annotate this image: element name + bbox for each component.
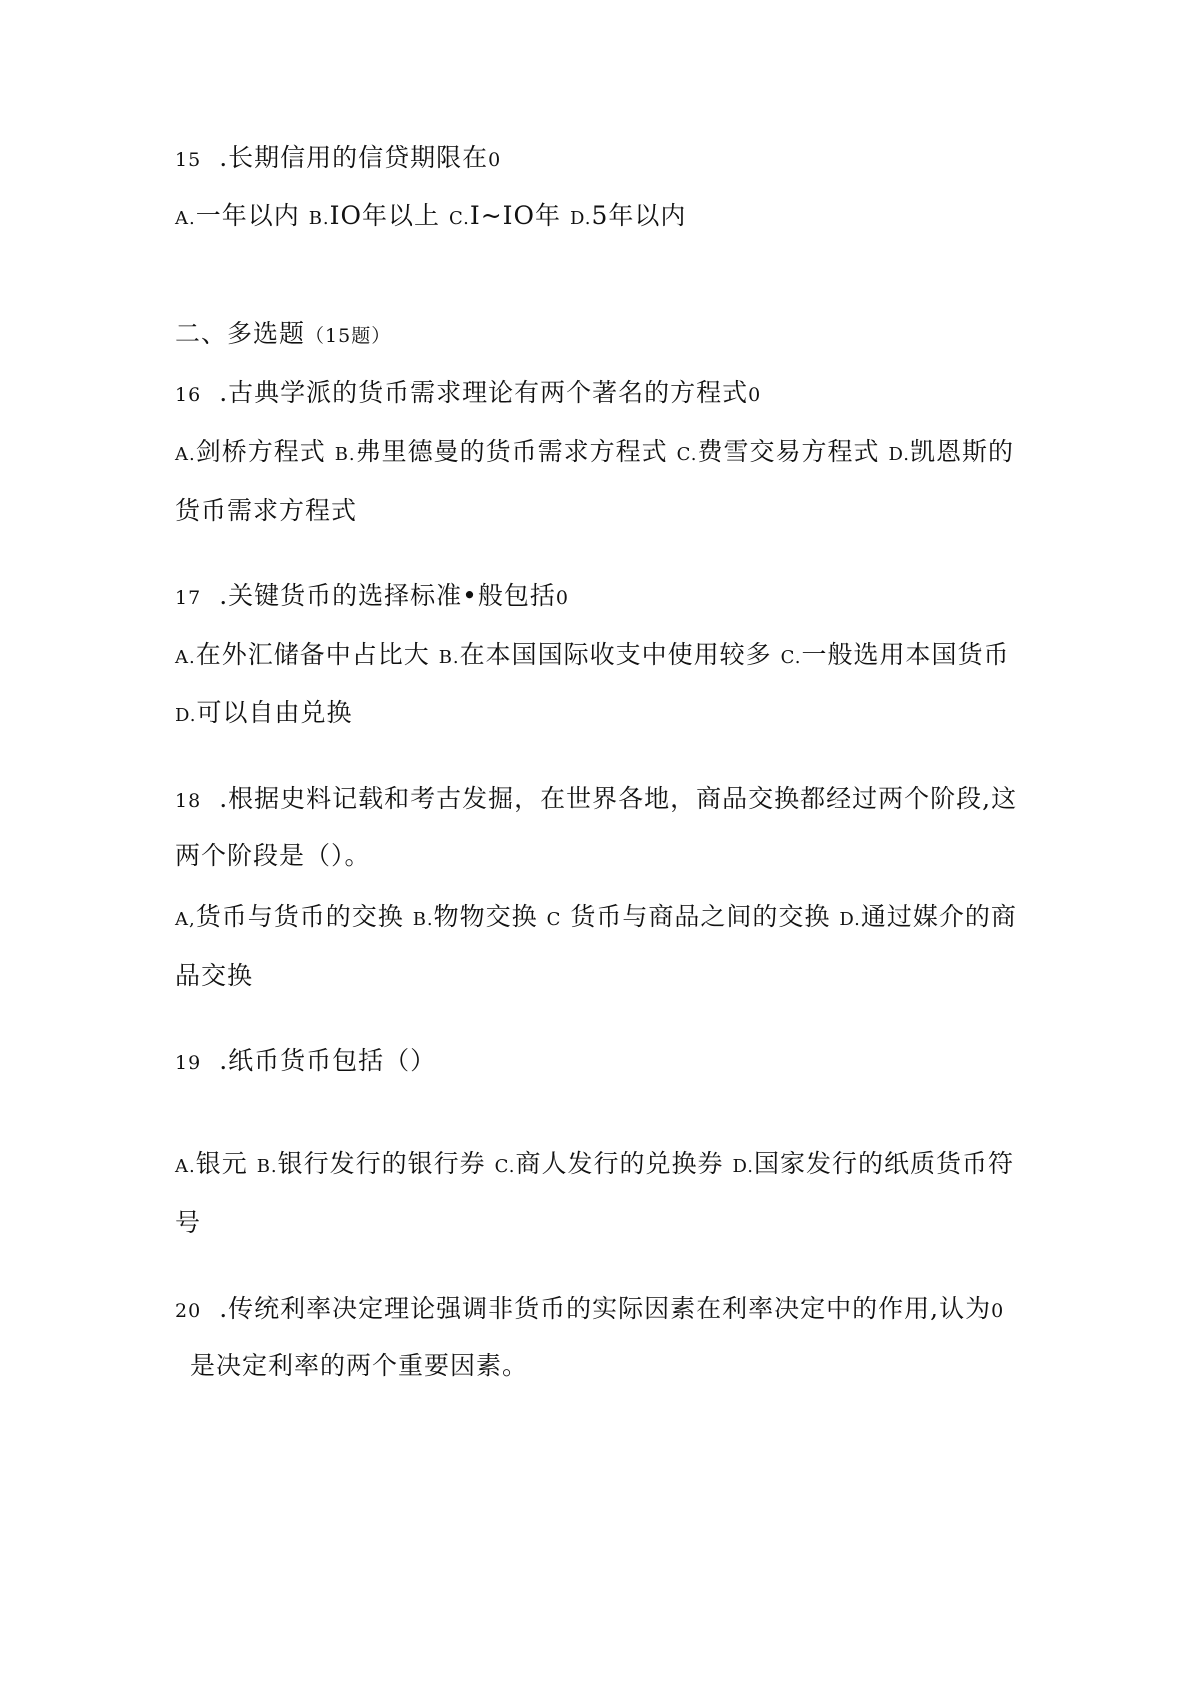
question-16-options-cont: 货币需求方程式 xyxy=(175,496,358,525)
question-16-stem xyxy=(175,377,761,411)
question-18-stem-cont: 两个阶段是（）。 xyxy=(175,841,371,870)
option-a-key: A. xyxy=(175,208,196,229)
option-a: 一年以内 xyxy=(195,201,300,230)
question-17-options xyxy=(175,639,1010,674)
question-18-options xyxy=(175,901,1017,936)
option-a-key: A. xyxy=(175,1156,196,1177)
option-b: 物物交换 xyxy=(433,902,538,931)
question-text: .传统利率决定理论强调非货币的实际因素在利率决定中的作用,认为 xyxy=(219,1294,992,1323)
question-number: 19 xyxy=(175,1052,202,1074)
question-17-stem xyxy=(175,580,569,614)
question-19-options-cont: 号 xyxy=(175,1208,202,1237)
option-a: 货币与货币的交换 xyxy=(195,902,404,931)
question-16-options xyxy=(175,436,1014,471)
question-19-options xyxy=(175,1148,1014,1183)
option-d-key: D. xyxy=(732,1156,754,1177)
question-20-stem-cont: 是决定利率的两个重要因素。 xyxy=(190,1351,529,1380)
answer-blank: 0 xyxy=(555,587,569,609)
question-text: .纸币货币包括（） xyxy=(219,1046,437,1075)
question-17-options-cont xyxy=(175,697,353,732)
section-title: 二、多选题 xyxy=(175,319,306,348)
option-c: 一般选用本国货币 xyxy=(801,640,1010,669)
option-a: 银元 xyxy=(195,1149,248,1178)
option-b-key: B. xyxy=(256,1156,278,1177)
question-number: 16 xyxy=(175,384,202,406)
option-d: 5年以内 xyxy=(591,201,687,230)
answer-blank: 0 xyxy=(488,149,502,171)
option-c: 费雪交易方程式 xyxy=(697,437,880,466)
question-number: 20 xyxy=(175,1300,202,1322)
option-a-key: A. xyxy=(175,444,196,465)
question-text: .古典学派的货币需求理论有两个著名的方程式 xyxy=(219,378,749,407)
answer-blank: 0 xyxy=(991,1300,1005,1322)
option-b-key: B. xyxy=(412,909,434,930)
option-c: I~IO年 xyxy=(469,201,562,230)
option-a-key: A. xyxy=(175,647,196,668)
answer-blank: 0 xyxy=(748,384,762,406)
option-a: 剑桥方程式 xyxy=(195,437,326,466)
question-number: 15 xyxy=(175,149,202,171)
option-b: 弗里德曼的货币需求方程式 xyxy=(355,437,668,466)
option-d: 国家发行的纸质货币符 xyxy=(753,1149,1014,1178)
option-d-key: D. xyxy=(888,444,910,465)
option-d-key: D. xyxy=(570,208,592,229)
option-b: 银行发行的银行券 xyxy=(277,1149,486,1178)
option-c-key: C. xyxy=(494,1156,516,1177)
question-number: 18 xyxy=(175,790,202,812)
option-c-key: C. xyxy=(780,647,802,668)
question-text: .长期信用的信贷期限在 xyxy=(219,143,489,172)
question-15-stem xyxy=(175,142,501,176)
question-18-options-cont: 品交换 xyxy=(175,961,254,990)
option-c-key: C. xyxy=(448,208,470,229)
question-18-stem xyxy=(175,783,1017,817)
question-20-stem xyxy=(175,1293,1004,1327)
option-d: 可以自由兑换 xyxy=(196,698,353,727)
option-d: 凯恩斯的 xyxy=(909,437,1014,466)
option-a: 在外汇储备中占比大 xyxy=(195,640,430,669)
section-heading xyxy=(175,318,391,352)
option-c-key: C xyxy=(546,909,562,930)
option-b-key: B. xyxy=(438,647,460,668)
option-b-key: B. xyxy=(334,444,356,465)
option-c: 货币与商品之间的交换 xyxy=(570,902,831,931)
question-text: .关键货币的选择标准•般包括 xyxy=(219,581,556,610)
option-a-key: A, xyxy=(175,909,196,930)
option-d-key: D. xyxy=(175,705,197,726)
option-c: 商人发行的兑换券 xyxy=(515,1149,724,1178)
question-15-options xyxy=(175,200,686,235)
option-b: IO年以上 xyxy=(329,201,441,230)
question-19-stem xyxy=(175,1045,436,1079)
option-b-key: B. xyxy=(308,208,330,229)
question-text: .根据史料记载和考古发掘，在世界各地，商品交换都经过两个阶段,这 xyxy=(219,784,1018,813)
option-d: 通过媒介的商 xyxy=(860,902,1017,931)
option-d-key: D. xyxy=(839,909,861,930)
option-b: 在本国国际收支中使用较多 xyxy=(459,640,772,669)
question-number: 17 xyxy=(175,587,202,609)
section-count: （15题） xyxy=(305,325,392,347)
option-c-key: C. xyxy=(676,444,698,465)
